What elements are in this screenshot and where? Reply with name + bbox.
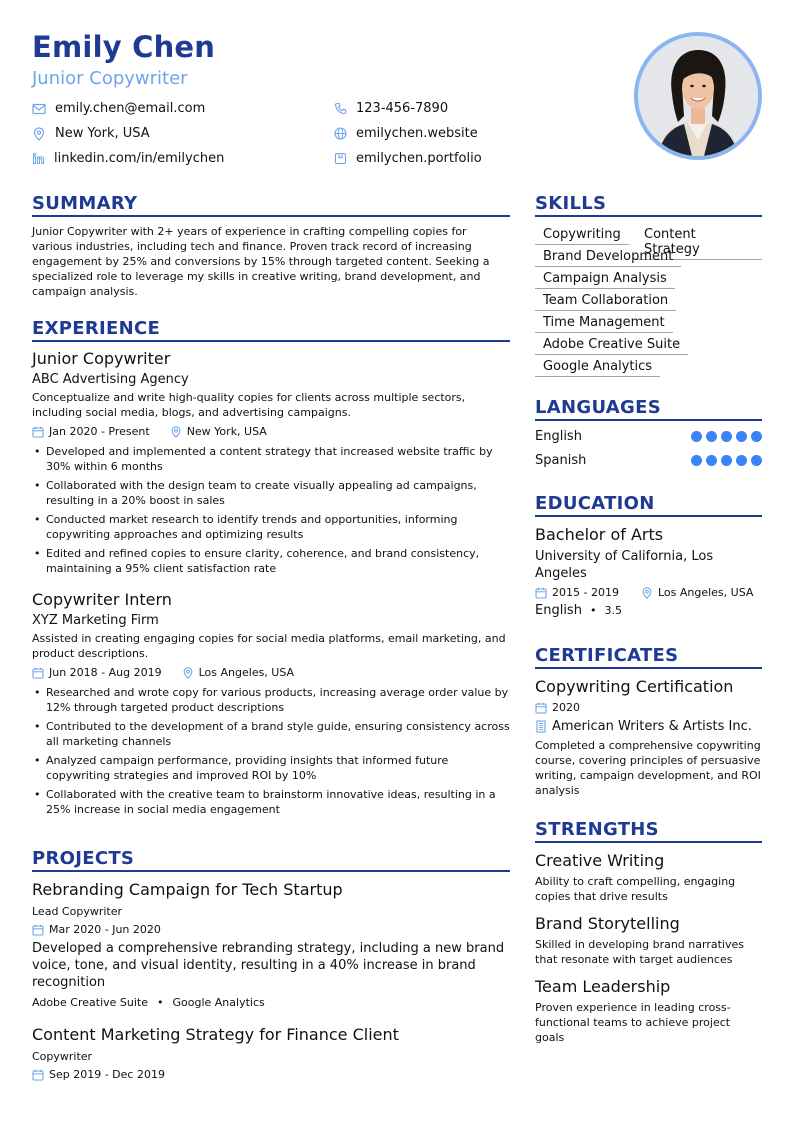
- job-location: Los Angeles, USA: [198, 666, 295, 679]
- candidate-title: Junior Copywriter: [32, 68, 188, 89]
- level-dot: [691, 455, 702, 466]
- list-item: • Analyzed campaign performance, providing insights that informed future copywriting strategies and improved ROI by 10%: [32, 753, 510, 783]
- separator-dot: •: [589, 604, 597, 617]
- calendar-icon: [32, 426, 44, 438]
- mail-icon: [32, 103, 46, 115]
- skill-tag: Adobe Creative Suite: [535, 337, 688, 355]
- job-location: New York, USA: [186, 425, 267, 438]
- calendar-icon: [32, 667, 44, 679]
- project-entry: [32, 1025, 510, 1081]
- languages-section: [535, 397, 762, 468]
- experience-entry: [32, 590, 510, 817]
- portfolio-text: emilychen.portfolio: [356, 151, 482, 166]
- education-gpa: 3.5: [604, 604, 622, 617]
- project-title: Content Marketing Strategy for Finance Client: [32, 1025, 399, 1044]
- level-dot: [706, 455, 717, 466]
- project-title: Rebranding Campaign for Tech Startup: [32, 880, 343, 899]
- job-description: Conceptualize and write high-quality copies for clients across multiple sectors, including social media, blogs, and advertising campaigns.: [32, 391, 466, 419]
- list-item: • Contributed to the development of a brand style guide, ensuring consistency across all marketing channels: [32, 719, 510, 749]
- strength-entry: [535, 851, 762, 904]
- calendar-icon: [535, 587, 547, 599]
- language-name: Spanish: [535, 453, 587, 468]
- education-section: [535, 493, 762, 618]
- certificates-heading: CERTIFICATES: [535, 645, 762, 669]
- location-pin-icon: [170, 426, 182, 438]
- skill-tag: Campaign Analysis: [535, 271, 675, 289]
- contact-location: [32, 126, 150, 141]
- linkedin-icon: [32, 152, 45, 165]
- calendar-icon: [32, 924, 44, 936]
- strength-entry: [535, 914, 762, 967]
- job-bullets: [32, 685, 510, 817]
- level-dot: [691, 431, 702, 442]
- level-dot: [706, 431, 717, 442]
- contact-linkedin[interactable]: [32, 151, 224, 166]
- list-item: • Collaborated with the creative team to brainstorm innovative ideas, resulting in a 25% increase in social media engagement: [32, 787, 510, 817]
- projects-section: [32, 848, 510, 1081]
- email-text: emily.chen@email.com: [55, 101, 206, 116]
- skill-tag: Content Strategy: [636, 227, 762, 260]
- list-item: • Researched and wrote copy for various products, increasing average order value by 12% through targeted product descriptions: [32, 685, 510, 715]
- list-item: • Edited and refined copies to ensure clarity, coherence, and brand consistency, maintaining a 95% client satisfaction rate: [32, 546, 510, 576]
- summary-text: Junior Copywriter with 2+ years of experience in crafting compelling copies for various industries, including tech and finance. Proven track record of increasing engagement by 25% and conversions by 15% through targeted content. Seeking a specialized role to leverage my skills in creative writing, brand development, and campaign analysis.: [32, 225, 490, 298]
- skill-tag: Google Analytics: [535, 359, 660, 377]
- phone-text: 123-456-7890: [356, 101, 449, 116]
- contact-phone[interactable]: [334, 101, 448, 116]
- job-dates: Jun 2018 - Aug 2019: [49, 666, 162, 679]
- projects-heading: PROJECTS: [32, 848, 510, 872]
- calendar-icon: [535, 702, 547, 714]
- website-text: emilychen.website: [356, 126, 478, 141]
- project-role: Copywriter: [32, 1050, 93, 1063]
- strength-title: Team Leadership: [535, 977, 671, 996]
- job-bullets: [32, 444, 510, 576]
- contact-portfolio[interactable]: [334, 151, 482, 166]
- strengths-heading: STRENGTHS: [535, 819, 762, 843]
- list-item: • Developed and implemented a content strategy that increased website traffic by 30% within 6 months: [32, 444, 510, 474]
- location-pin-icon: [641, 587, 653, 599]
- education-heading: EDUCATION: [535, 493, 762, 517]
- location-text: New York, USA: [55, 126, 150, 141]
- contact-email[interactable]: [32, 101, 205, 116]
- candidate-name: Emily Chen: [32, 30, 216, 64]
- project-dates: Sep 2019 - Dec 2019: [49, 1068, 165, 1081]
- language-level-dots: [691, 431, 762, 442]
- skill-tag: Time Management: [535, 315, 673, 333]
- certificate-issuer: American Writers & Artists Inc.: [552, 719, 752, 734]
- languages-heading: LANGUAGES: [535, 397, 762, 421]
- education-field: English: [535, 603, 582, 618]
- job-company: ABC Advertising Agency: [32, 372, 189, 387]
- language-row: [535, 453, 762, 468]
- strength-title: Brand Storytelling: [535, 914, 680, 933]
- skill-tag: Brand Development: [535, 249, 681, 267]
- strength-title: Creative Writing: [535, 851, 665, 870]
- project-dates: Mar 2020 - Jun 2020: [49, 923, 161, 936]
- certificate-title: Copywriting Certification: [535, 677, 734, 696]
- strength-text: Ability to craft compelling, engaging copies that drive results: [535, 875, 736, 903]
- linkedin-text: linkedin.com/in/emilychen: [54, 151, 225, 166]
- avatar-portrait-icon: [638, 36, 758, 156]
- level-dot: [751, 455, 762, 466]
- project-description: Developed a comprehensive rebranding strategy, including a new brand voice, tone, and visual identity, resulting in a 40% increase in brand recognition: [32, 941, 505, 990]
- list-item: • Collaborated with the design team to create visually appealing ad campaigns, resulting in a 20% boost in sales: [32, 478, 510, 508]
- certificates-section: [535, 645, 762, 798]
- building-icon: [535, 720, 547, 733]
- experience-heading: EXPERIENCE: [32, 318, 510, 342]
- level-dot: [751, 431, 762, 442]
- strengths-section: [535, 819, 762, 1045]
- calendar-icon: [32, 1069, 44, 1081]
- summary-heading: SUMMARY: [32, 193, 510, 217]
- profile-photo: [634, 32, 762, 160]
- job-description: Assisted in creating engaging copies for social media platforms, email marketing, and product descriptions.: [32, 632, 506, 660]
- location-pin-icon: [182, 667, 194, 679]
- job-company: XYZ Marketing Firm: [32, 613, 159, 628]
- language-level-dots: [691, 455, 762, 466]
- job-dates: Jan 2020 - Present: [49, 425, 150, 438]
- phone-icon: [334, 102, 347, 115]
- level-dot: [736, 431, 747, 442]
- skill-tag: Team Collaboration: [535, 293, 676, 311]
- degree: Bachelor of Arts: [535, 525, 664, 544]
- globe-icon: [334, 127, 347, 140]
- project-tool: Google Analytics: [172, 996, 265, 1009]
- education-dates: 2015 - 2019: [552, 586, 619, 599]
- education-location: Los Angeles, USA: [657, 586, 754, 599]
- project-role: Lead Copywriter: [32, 905, 123, 918]
- project-tool: Adobe Creative Suite: [32, 996, 148, 1009]
- summary-section: [32, 193, 510, 299]
- project-entry: [32, 880, 510, 1009]
- school: University of California, Los Angeles: [535, 549, 714, 581]
- strength-text: Proven experience in leading cross-functional teams to achieve project goals: [535, 1001, 731, 1044]
- experience-entry: [32, 349, 510, 576]
- location-pin-icon: [32, 127, 46, 141]
- separator-dot: •: [157, 996, 164, 1009]
- level-dot: [721, 455, 732, 466]
- portfolio-icon: [334, 152, 347, 165]
- skills-section: [535, 193, 762, 383]
- language-name: English: [535, 429, 582, 444]
- skills-heading: SKILLS: [535, 193, 762, 217]
- language-row: [535, 429, 762, 444]
- certificate-description: Completed a comprehensive copywriting course, covering principles of persuasive writing, campaign development, and ROI analysis: [535, 739, 761, 797]
- strength-text: Skilled in developing brand narratives that resonate with target audiences: [535, 938, 744, 966]
- list-item: • Conducted market research to identify trends and opportunities, informing copywriting approaches and optimizing results: [32, 512, 510, 542]
- project-tools: [32, 996, 510, 1009]
- skill-tag: Copywriting: [535, 227, 629, 245]
- certificate-year: 2020: [552, 701, 580, 714]
- contact-website[interactable]: [334, 126, 478, 141]
- level-dot: [721, 431, 732, 442]
- experience-section: [32, 318, 510, 821]
- level-dot: [736, 455, 747, 466]
- strength-entry: [535, 977, 762, 1045]
- job-title: Junior Copywriter: [32, 349, 171, 368]
- job-title: Copywriter Intern: [32, 590, 172, 609]
